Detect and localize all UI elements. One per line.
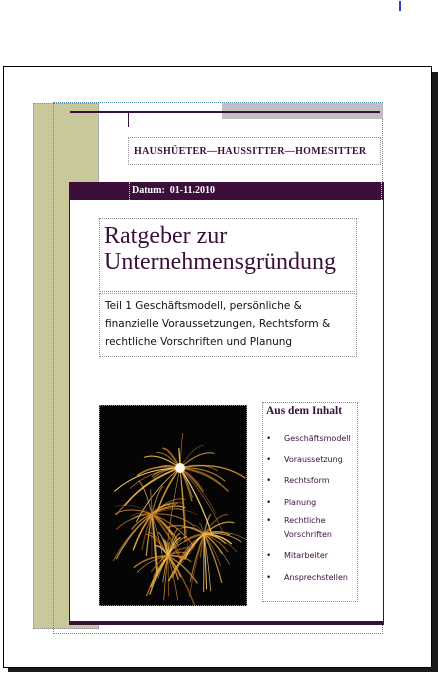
- toc-item-label: Rechtliche Vorschriften: [284, 516, 332, 539]
- toc-item: [266, 571, 356, 585]
- toc-item-label: Voraussetzung: [284, 455, 343, 464]
- toc-textbox[interactable]: [262, 402, 358, 602]
- toc-item: [266, 432, 356, 446]
- toc-item-label: Rechtsform: [284, 476, 330, 485]
- bullet-icon: •: [266, 573, 272, 583]
- bullet-icon: •: [266, 551, 272, 561]
- text-cursor: [399, 1, 401, 11]
- document-subtitle: Teil 1 Geschäftsmodell, persönliche & finanzielle Voraussetzungen, Rechtsform & rechtliche Vorschriften und Planung: [105, 300, 331, 348]
- toc-item-label: Planung: [284, 498, 317, 507]
- bullet-icon: •: [266, 516, 272, 526]
- header-rule-tick: [128, 113, 129, 127]
- subtitle-textbox[interactable]: [99, 293, 357, 357]
- firework-core: [175, 463, 185, 473]
- toc-item: [266, 474, 356, 488]
- toc-item: [266, 514, 356, 542]
- bullet-icon: •: [266, 498, 272, 508]
- firework-spark: [115, 510, 152, 514]
- tagline-text: HAUSHÜETER—HAUSSITTER—HOMESITTER: [134, 145, 367, 157]
- bullet-icon: •: [266, 476, 272, 486]
- header-rule: [70, 111, 380, 113]
- date-text: [132, 185, 215, 196]
- toc-item-label: Ansprechstellen: [284, 573, 348, 582]
- fireworks-photo[interactable]: [99, 405, 247, 606]
- tagline-textbox[interactable]: [128, 137, 381, 165]
- date-value: 01-11.2010: [169, 185, 216, 196]
- firework-spark: [180, 468, 216, 513]
- bullet-icon: •: [266, 434, 272, 444]
- date-label: Datum:: [132, 185, 165, 196]
- toc-heading: Aus dem Inhalt: [266, 405, 343, 417]
- firework-spark: [180, 433, 183, 468]
- bullet-icon: •: [266, 455, 272, 465]
- footer-rule: [69, 621, 384, 625]
- firework-spark: [152, 514, 195, 527]
- toc-item: [266, 549, 356, 563]
- toc-item-label: Mitarbeiter: [284, 551, 329, 560]
- date-bar[interactable]: [69, 182, 384, 200]
- fireworks-image: [100, 406, 246, 605]
- toc-item: [266, 496, 356, 510]
- firework-spark: [125, 468, 180, 506]
- toc-item-label: Geschäftsmodell: [284, 434, 351, 443]
- title-textbox[interactable]: [99, 218, 357, 292]
- document-title: Ratgeber zur Unternehmensgründung: [104, 223, 336, 275]
- toc-item: [266, 453, 356, 467]
